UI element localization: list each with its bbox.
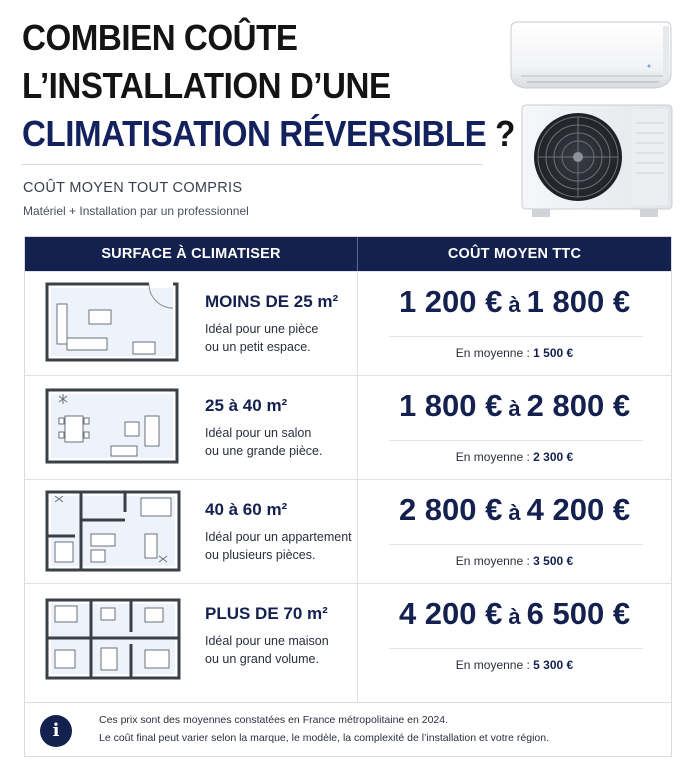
price-divider — [389, 440, 643, 441]
price-range — [358, 388, 671, 424]
floor-plan-house-icon — [45, 598, 183, 680]
average-value: 2 300 € — [533, 450, 574, 464]
info-icon: i — [40, 715, 72, 747]
average-label: En moyenne : — [455, 554, 530, 568]
table-row — [25, 271, 671, 375]
surface-description-line: Idéal pour un salon — [205, 426, 312, 440]
surface-description — [205, 424, 355, 460]
surface-description-line: Idéal pour une maison — [205, 634, 329, 648]
average-value: 5 300 € — [533, 658, 574, 672]
title-question-mark: ? — [495, 113, 515, 154]
info-box — [24, 703, 672, 757]
table-header — [25, 237, 671, 271]
surface-description-line: Idéal pour un appartement — [205, 530, 352, 544]
average-label: En moyenne : — [455, 346, 530, 360]
average-price — [358, 554, 671, 568]
floor-plan-living-room-icon — [45, 386, 183, 468]
page-title — [22, 14, 515, 158]
surface-label: PLUS DE 70 m² — [205, 604, 328, 623]
title-line-3 — [22, 110, 515, 158]
title-line-1: COMBIEN COÛTE — [22, 17, 298, 58]
price-table — [24, 236, 672, 703]
subtitle: COÛT MOYEN TOUT COMPRIS — [23, 180, 243, 196]
price-range — [358, 492, 671, 528]
price-connector: à — [508, 604, 521, 629]
surface-description-line: ou un grand volume. — [205, 652, 319, 666]
info-text-line-2: Le coût final peut varier selon la marque, le modèle, la complexité de l’installation et votre région. — [99, 732, 549, 744]
price-min: 1 800 € — [398, 388, 503, 423]
price-connector: à — [508, 500, 521, 525]
price-max: 6 500 € — [526, 596, 631, 631]
price-min: 4 200 € — [398, 596, 503, 631]
info-text-line-1: Ces prix sont des moyennes constatées en France métropolitaine en 2024. — [99, 714, 449, 726]
average-value: 1 500 € — [533, 346, 574, 360]
price-range — [358, 596, 671, 632]
surface-label: MOINS DE 25 m² — [205, 292, 339, 311]
average-value: 3 500 € — [533, 554, 574, 568]
title-highlight: CLIMATISATION RÉVERSIBLE — [22, 113, 487, 154]
surface-description-line: ou une grande pièce. — [205, 444, 323, 458]
average-price — [358, 658, 671, 672]
price-connector: à — [508, 396, 521, 421]
column-header-cost: COÛT MOYEN TTC — [447, 246, 582, 262]
surface-description-line: ou un petit espace. — [205, 340, 311, 354]
surface-description-line: Idéal pour une pièce — [205, 322, 319, 336]
surface-label: 40 à 60 m² — [205, 500, 288, 519]
average-price — [358, 450, 671, 464]
price-divider — [389, 648, 643, 649]
price-max: 1 800 € — [526, 284, 631, 319]
price-connector: à — [508, 292, 521, 317]
surface-description-line: ou plusieurs pièces. — [205, 548, 316, 562]
column-header-surface: SURFACE À CLIMATISER — [101, 246, 281, 262]
price-range — [358, 284, 671, 320]
table-row — [25, 479, 671, 583]
average-label: En moyenne : — [455, 450, 530, 464]
price-divider — [389, 544, 643, 545]
average-price — [358, 346, 671, 360]
floor-plan-apartment-icon — [45, 490, 183, 572]
surface-description — [205, 320, 355, 356]
table-row — [25, 375, 671, 479]
title-line-2: L’INSTALLATION D’UNE — [22, 65, 391, 106]
surface-label: 25 à 40 m² — [205, 396, 288, 415]
price-max: 4 200 € — [526, 492, 631, 527]
price-divider — [389, 336, 643, 337]
surface-description — [205, 632, 355, 668]
price-min: 1 200 € — [398, 284, 503, 319]
table-row — [25, 583, 671, 703]
subtitle-detail: Matériel + Installation par un professionnel — [23, 204, 249, 218]
floor-plan-small-room-icon — [45, 282, 183, 364]
title-divider — [22, 164, 482, 165]
price-max: 2 800 € — [526, 388, 631, 423]
indoor-ac-unit-icon — [505, 20, 673, 92]
price-min: 2 800 € — [398, 492, 503, 527]
outdoor-ac-unit-icon — [520, 103, 680, 221]
surface-description — [205, 528, 355, 564]
average-label: En moyenne : — [455, 658, 530, 672]
